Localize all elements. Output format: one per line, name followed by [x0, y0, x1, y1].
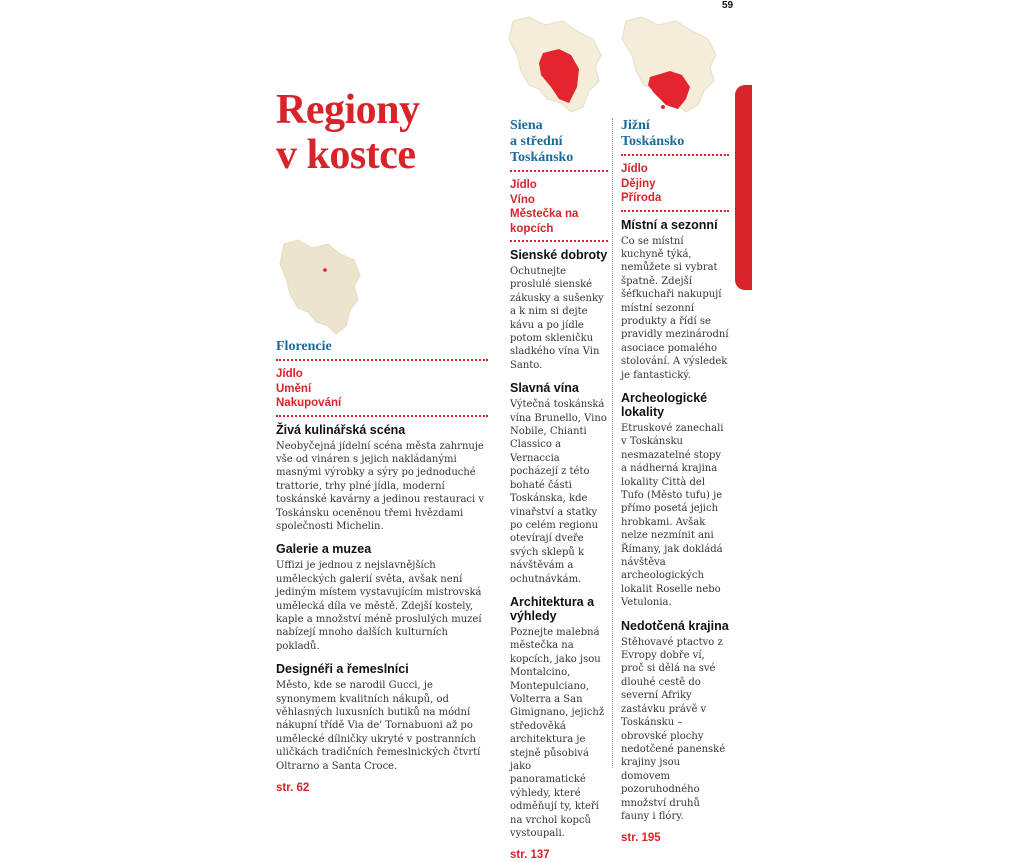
section-text: Uffizi je jednou z nejslavnějších uměleckých galerií světa, avšak není jediným místem vystavujícím mistrovská umělecká díla ve městě. Zdejší kostely, kaple a množství méně proslulých muzeí nabízejí mnoho dalších kulturních pokladů. — [276, 560, 482, 652]
highlight: Jídlo — [621, 163, 648, 175]
highlight: Dějiny — [621, 177, 656, 190]
chapter-tab — [735, 85, 752, 290]
section-heading: Designéři a řemeslníci — [276, 662, 409, 677]
region-name — [510, 118, 608, 166]
page-title-line-2: v kostce — [276, 132, 416, 178]
section-heading: Archeologické lokality — [621, 390, 708, 419]
page-number: 59 — [722, 0, 734, 11]
section-heading: Sienské dobroty — [510, 248, 608, 262]
dotted-divider — [276, 359, 488, 361]
section-text: Poznejte malebná městečka na kopcích, jako jsou Montalcino, Montepulciano, Volterra a San Gimignano, jejichž středověká architektura je stejně působivá jako panoramatické výhledy, které odměňují ty, kteří na vrchol kopců vystoupali. — [510, 626, 605, 840]
highlight: Víno — [510, 193, 535, 206]
highlight: Nakupování — [276, 397, 342, 409]
section-heading: Architektura a výhledy — [510, 594, 595, 623]
highlight: Umění — [276, 382, 312, 395]
region-south-tuscany — [621, 118, 729, 845]
highlight: Jídlo — [276, 368, 303, 380]
section-text: Město, kde se narodil Gucci, je synonymem kvalitních nákupů, od věhlasných luxusních butiků na módní nákupní třídě Via de' Tornabuoni až po umělecké dílničky ukryté v postranních uličkách tradičních řemeslnických čtvrtí Oltrarno a Santa Croce. — [276, 680, 481, 772]
dotted-divider — [621, 154, 729, 156]
section-text: Co se místní kuchyně týká, nemůžete si vybrat špatně. Zdejší šéfkuchaři nakupují místní sezonní produkty a řídí se pravidly mezinárodní asociace pomalého stolování. A výsledek je fantastický. — [621, 235, 729, 381]
section-text: Etruskové zanechali v Toskánsku nesmazatelné stopy a nádherná krajina lokality Città del Tufo (Město tufu) je přímo posetá jejich hrobkami. Avšak nelze nezmínit ani Římany, jak dokládá návštěva archeologických lokalit Roselle nebo Vetulonia. — [621, 422, 724, 609]
column-divider — [612, 118, 613, 768]
region-name-line: a střední — [510, 134, 563, 149]
section-text: Neobyčejná jídelní scéna města zahrnuje vše od vináren s jejich nakládanými masnými výrobky a sýry po jednoduché trattorie, trhy plné jídla, moderní toskánské kavárny a jedinou restauraci v Toskánsku oceněnou třemi hvězdami společnosti Michelin. — [276, 440, 485, 532]
region-florence — [276, 339, 488, 795]
section-text: Výtečná toskánská vína Brunello, Vino Nobile, Chianti Classico a Vernaccia pocházejí z této bohaté části Toskánska, kde vinařství a statky po celém regionu otevírají dveře svých sklepů k návštěvám a ochutnávkám. — [510, 399, 607, 585]
region-name-line: Jižní — [621, 118, 650, 133]
region-name-line: Toskánsko — [510, 150, 574, 165]
dotted-divider — [276, 415, 488, 417]
region-name-line: Toskánsko — [621, 134, 685, 149]
florence-marker — [323, 268, 327, 272]
section-heading: Slavná vína — [510, 381, 579, 396]
highlight: Městečka na kopcích — [510, 208, 579, 235]
dotted-divider — [510, 170, 608, 172]
page-reference: str. 195 — [621, 832, 661, 845]
tuscany-map-south — [620, 15, 725, 113]
highlight: Jídlo — [510, 179, 537, 191]
section-text: Stěhovavé ptactvo z Evropy dobře ví, proč si dělá na své dlouhé cestě do severní Afriky zastávku právě v Toskánsku – obrovské plochy nedotčené panenské krajiny jsou domovem pozoruhodného množství druhů fauny i flóry. — [621, 636, 726, 822]
tuscany-map-florence — [276, 238, 362, 336]
tuscany-map-siena — [507, 15, 607, 113]
section-heading: Místní a sezonní — [621, 217, 718, 232]
island-highlight — [661, 105, 665, 109]
section-text: Ochutnejte proslulé sienské zákusky a sušenky a k nim si dejte kávu a po jídle potom skleničku sladkého vína Vin Santo. — [510, 266, 604, 371]
dotted-divider — [510, 240, 608, 242]
region-name: Florencie — [276, 339, 332, 354]
section-heading: Galerie a muzea — [276, 542, 372, 557]
region-siena — [510, 118, 608, 862]
page-reference: str. 137 — [510, 849, 550, 862]
page-title — [276, 88, 420, 178]
page-title-line-1: Regiony — [276, 87, 420, 133]
section-heading: Nedotčená krajina — [621, 618, 729, 633]
section-heading: Živá kulinářská scéna — [276, 422, 406, 437]
highlight: Příroda — [621, 192, 662, 204]
region-name-line: Siena — [510, 118, 543, 133]
tuscany-outline — [280, 240, 360, 334]
page-reference: str. 62 — [276, 782, 310, 795]
dotted-divider — [621, 210, 729, 212]
region-name — [621, 118, 729, 150]
